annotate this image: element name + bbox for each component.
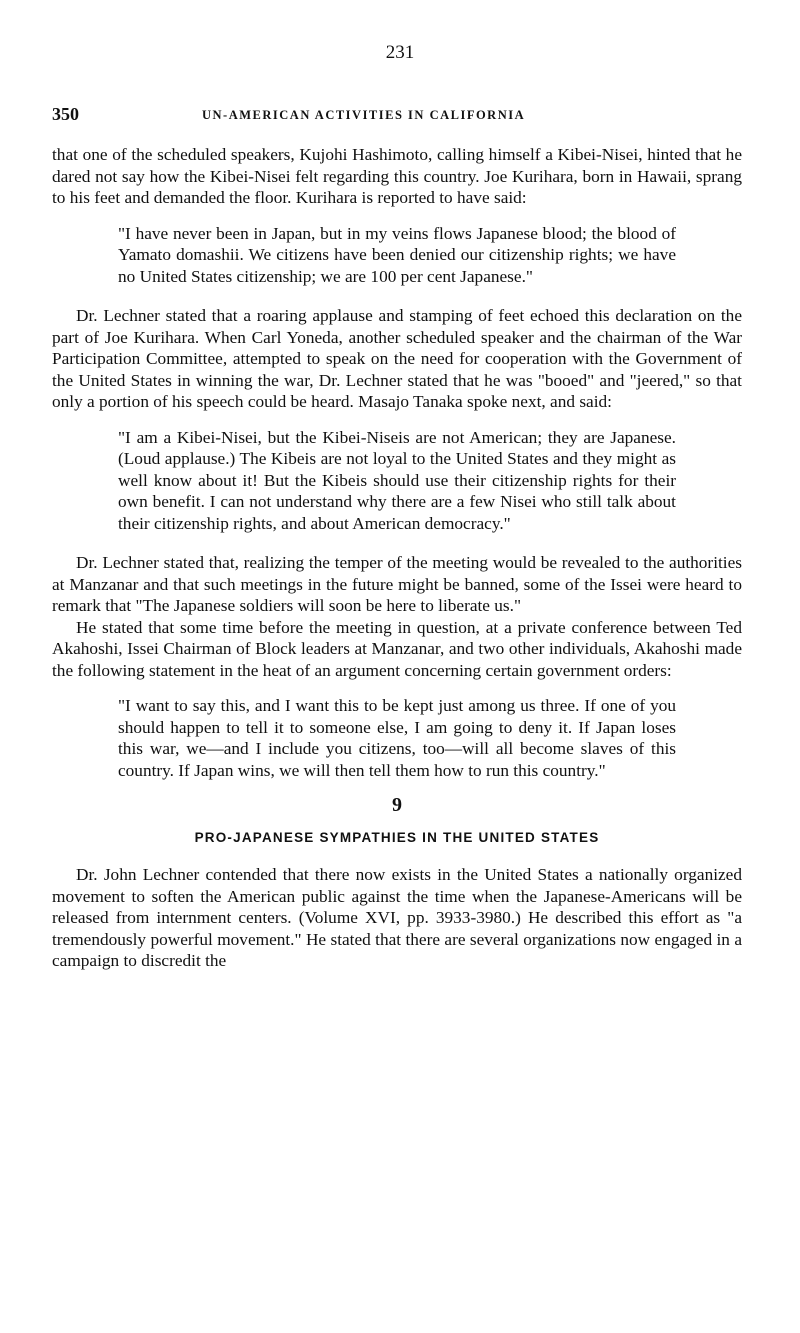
running-head bbox=[52, 104, 742, 128]
quote-kurihara: "I have never been in Japan, but in my veins flows Japanese blood; the blood of Yamato domashii. We citizens have been denied our citizenship rights; we have no United States citizenship; we are 100 per cent Japanese." bbox=[118, 223, 676, 286]
paragraph-movement: Dr. John Lechner contended that there now exists in the United States a nationally organized movement to soften the American public against the time when the Japanese-Americans will be released from internment centers. (Volume XVI, pp. 3933-3980.) He described this effort as "a tremendously powerful movement." He stated that there are several organizations now engaged in a campaign to discredit the bbox=[52, 865, 742, 970]
section-number: 9 bbox=[392, 794, 402, 816]
body-text bbox=[52, 144, 742, 972]
paragraph-continued: that one of the scheduled speakers, Kujohi Hashimoto, calling himself a Kibei-Nisei, hinted that he dared not say how the Kibei-Nisei felt regarding this country. Joe Kurihara, born in Hawaii, sprang to his feet and demanded the floor. Kurihara is reported to have said: bbox=[52, 145, 742, 207]
top-page-number: 231 bbox=[385, 42, 415, 63]
paragraph-akahoshi: He stated that some time before the meeting in question, at a private conference between Ted Akahoshi, Issei Chairman of Block leaders at Manzanar, and two other individuals, Akahoshi made the following statement in the heat of an argument concerning certain government orders: bbox=[52, 617, 742, 680]
running-title: UN-AMERICAN ACTIVITIES IN CALIFORNIA bbox=[202, 108, 526, 122]
quote-akahoshi: "I want to say this, and I want this to be kept just among us three. If one of you should happen to tell it to someone else, I am going to deny it. If Japan loses this war, we—and I include you citizens, too—will all become slaves of this country. If Japan wins, we will then tell them how to run this country." bbox=[118, 696, 676, 780]
section-heading: PRO-JAPANESE SYMPATHIES IN THE UNITED STATES bbox=[194, 829, 600, 845]
paragraph-lechner-applause: Dr. Lechner stated that a roaring applause and stamping of feet echoed this declaration on the part of Joe Kurihara. When Carl Yoneda, another scheduled speaker and the chairman of the War Participation Committee, attempted to speak on the need for cooperation with the Government of the United States in winning the war, Dr. Lechner stated that he was "booed" and "jeered," so that only a portion of his speech could be heard. Masajo Tanaka spoke next, and said: bbox=[52, 306, 742, 411]
paragraph-issei-remark: Dr. Lechner stated that, realizing the temper of the meeting would be revealed to the authorities at Manzanar and that such meetings in the future might be banned, some of the Issei were heard to remark that "The Japanese soldiers will soon be here to liberate us." bbox=[52, 553, 742, 615]
quote-tanaka: "I am a Kibei-Nisei, but the Kibei-Niseis are not American; they are Japanese. (Loud applause.) The Kibeis are not loyal to the United States and they might as well know about it! But the Kibeis should use their citizenship rights for their own benefit. I can not understand why there are a few Nisei who still talk about their citizenship rights, and about American democracy." bbox=[118, 427, 676, 533]
page-number: 350 bbox=[52, 104, 79, 124]
